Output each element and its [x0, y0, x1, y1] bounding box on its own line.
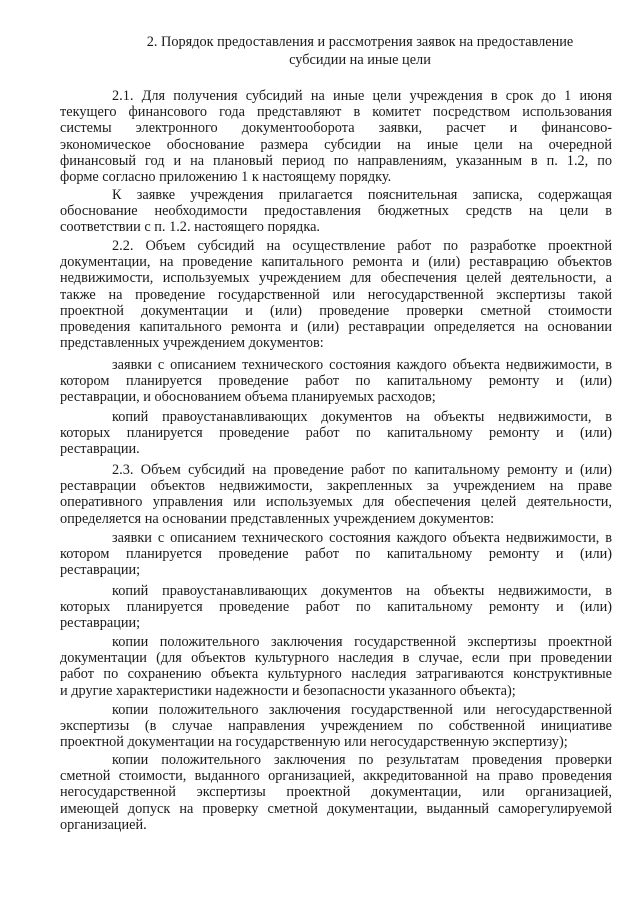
text-line: реставрации, и обоснованием объема планируемых расходов; — [60, 389, 436, 406]
text-line: документации (для объектов культурного наследия в случае, если при проведении — [60, 650, 612, 667]
text-line: реставрации объектов недвижимости, закрепленных за учреждением на праве — [60, 478, 612, 495]
text-line: заявки с описанием технического состояния каждого объекта недвижимости, в — [112, 357, 612, 373]
text-line: реставрации. — [60, 441, 140, 458]
text-line: текущего финансового года представляют в комитет посредством использования — [60, 104, 612, 121]
paragraph-explanatory-note — [60, 187, 612, 236]
text-line: негосударственной экспертизы проектной документации, или организацией, — [60, 784, 612, 801]
paragraph-2-2 — [60, 238, 612, 351]
text-line: документации, на проведение капитального ремонта и (или) реставрацию объектов — [60, 254, 612, 271]
text-line: организацией. — [60, 816, 147, 833]
text-line: 2.1. Для получения субсидий на иные цели учреждения в срок до 1 июня — [112, 88, 612, 104]
text-line: копии положительного заключения государственной или негосударственной — [112, 702, 612, 718]
text-line: экспертизы (в случае направления учреждением по собственной инициативе — [60, 718, 612, 735]
text-line: также на проведение государственной или негосударственной экспертизы такой — [60, 286, 612, 303]
text-line: К заявке учреждения прилагается пояснительная записка, содержащая — [112, 187, 612, 203]
list-item-applications — [60, 357, 612, 406]
text-line: системы электронного документооборота заявки, расчет и финансово- — [60, 120, 612, 137]
text-line: экономическое обоснование размера субсидии на иные цели на очередной — [60, 136, 612, 153]
text-line: проектной документации и (или) проведение проверки сметной стоимости — [60, 302, 612, 319]
section-heading-line: 2. Порядок предоставления и рассмотрения заявок на предоставление — [146, 34, 574, 50]
paragraph-2-3 — [60, 462, 612, 527]
list-item-title-documents — [60, 583, 612, 632]
list-item-title-documents — [60, 409, 612, 458]
text-line: финансовый год и на плановый период по направлениям, указанным в п. 1.2, по — [60, 152, 612, 169]
text-line: которых планируется проведение работ по капитальному ремонту и (или) — [60, 599, 612, 616]
list-item-cost-check — [60, 752, 612, 833]
list-item-expertise — [60, 702, 612, 751]
section-heading — [110, 33, 610, 69]
text-line: и другие характеристики надежности и безопасности указанного объекта); — [60, 682, 516, 699]
text-line: соответствии с п. 1.2. настоящего порядка. — [60, 219, 320, 236]
text-line: проектной документации на государственную или негосударственную экспертизу); — [60, 734, 568, 751]
text-line: реставрации; — [60, 562, 141, 579]
text-line: 2.2. Объем субсидий на осуществление работ по разработке проектной — [112, 238, 612, 254]
text-line: недвижимости, используемых учреждением для обеспечения целей деятельности, а — [60, 270, 612, 287]
list-item-state-expertise — [60, 634, 612, 699]
text-line: копий правоустанавливающих документов на объекты недвижимости, в — [112, 583, 612, 599]
list-item-applications — [60, 530, 612, 579]
text-line: реставрации; — [60, 615, 141, 632]
text-line: котором планируется проведение работ по капитальному ремонту и (или) — [60, 546, 612, 563]
text-line: оперативного управления или используемых для обеспечения целей деятельности, — [60, 494, 612, 511]
section-heading-line: субсидии на иные цели — [289, 52, 431, 68]
text-line: копий правоустанавливающих документов на объекты недвижимости, в — [112, 409, 612, 425]
text-line: 2.3. Объем субсидий на проведение работ по капитальному ремонту и (или) — [112, 462, 612, 478]
text-line: работ по сохранению объекта культурного наследия затрагиваются конструктивные — [60, 666, 612, 683]
text-line: копии положительного заключения государственной экспертизы проектной — [112, 634, 612, 650]
text-line: проведения капитального ремонта и (или) реставрации определяется на основании — [60, 319, 612, 336]
text-line: определяется на основании представленных учреждением документов: — [60, 510, 495, 527]
text-line: заявки с описанием технического состояния каждого объекта недвижимости, в — [112, 530, 612, 546]
text-line: форме согласно приложению 1 к настоящему порядку. — [60, 169, 392, 186]
text-line: сметной стоимости, выданного организацией, аккредитованной на право проведения — [60, 768, 612, 785]
text-line: обоснование необходимости предоставления бюджетных средств на цели в — [60, 203, 612, 220]
text-line: представленных учреждением документов: — [60, 335, 324, 352]
text-line: копии положительного заключения по результатам проведения проверки — [112, 752, 612, 768]
text-line: которых планируется проведение работ по капитальному ремонту и (или) — [60, 425, 612, 442]
paragraph-2-1 — [60, 88, 612, 185]
text-line: имеющей допуск на проверку сметной документации, выданный саморегулируемой — [60, 800, 612, 817]
text-line: котором планируется проведение работ по капитальному ремонту и (или) — [60, 373, 612, 390]
